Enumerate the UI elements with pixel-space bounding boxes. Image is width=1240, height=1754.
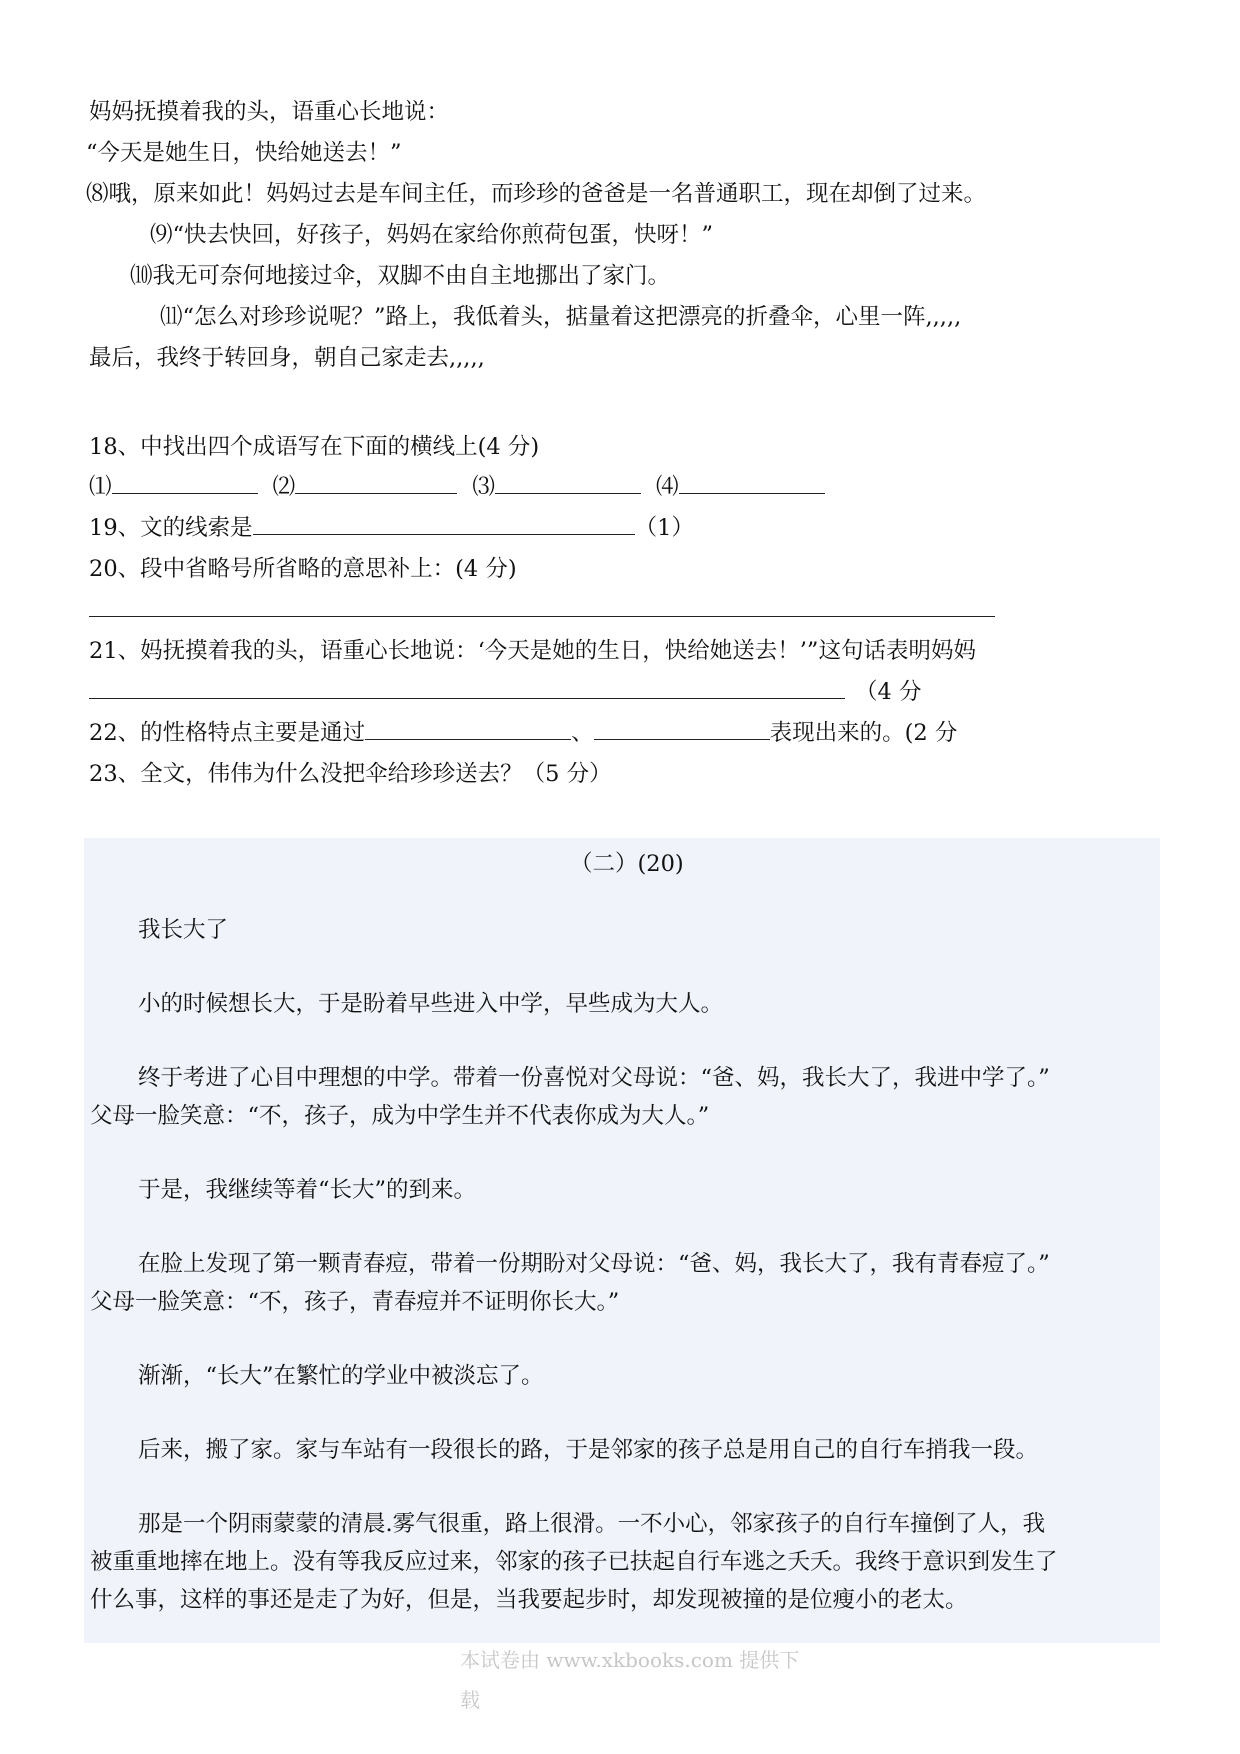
answer-blank-22a[interactable]: [365, 738, 571, 740]
answer-blank-3[interactable]: [495, 492, 641, 494]
question-22-suffix: 表现出来的。(2 分: [769, 720, 958, 746]
passage-paragraph: 终于考进了心目中理想的中学。带着一份喜悦对父母说：“爸、妈，我长大了，我进中学了。”: [138, 1065, 1050, 1091]
passage-paragraph: 于是，我继续等着“长大”的到来。: [138, 1177, 477, 1203]
question-20-answer-line: [89, 590, 995, 630]
story-paragraph-8: ⑻哦，原来如此！妈妈过去是车间主任，而珍珍的爸爸是一名普通职工，现在却倒了过来。: [86, 181, 987, 207]
blank-label-2: ⑵: [272, 474, 296, 500]
passage-paragraph-cont: 被重重地摔在地上。没有等我反应过来，邻家的孩子已扶起自行车逃之夭夭。我终于意识到发生了: [90, 1549, 1058, 1575]
question-19-text: 19、文的线索是: [89, 515, 253, 541]
story-last-line: 最后，我终于转回身，朝自己家走去,,,,,: [89, 345, 485, 371]
passage-paragraph: 后来，搬了家。家与车站有一段很长的路，于是邻家的孩子总是用自己的自行车捎我一段。: [138, 1437, 1039, 1463]
question-22-separator: 、: [571, 720, 594, 746]
question-22-text: 22、的性格特点主要是通过: [89, 720, 366, 746]
question-20: 20、段中省略号所省略的意思补上：(4 分): [89, 556, 517, 582]
question-19: [89, 508, 694, 548]
answer-blank-22b[interactable]: [594, 738, 770, 740]
passage-paragraph: 渐渐，“长大”在繁忙的学业中被淡忘了。: [138, 1363, 544, 1389]
question-22: [89, 713, 957, 753]
blank-label-4: ⑷: [656, 474, 679, 500]
story-paragraph-11: ⑾“怎么对珍珍说呢？”路上，我低着头，掂量着这把漂亮的折叠伞，心里一阵,,,,,: [160, 304, 962, 330]
question-18-blanks: [89, 467, 825, 507]
story-paragraph-10: ⑽我无可奈何地接过伞，双脚不由自主地挪出了家门。: [130, 263, 671, 289]
story-line-1: 妈妈抚摸着我的头，语重心长地说：: [89, 99, 450, 125]
passage-paragraph-cont: 父母一脸笑意：“不，孩子，成为中学生并不代表你成为大人。”: [90, 1103, 710, 1129]
answer-blank-2[interactable]: [295, 492, 457, 494]
answer-blank-4[interactable]: [679, 492, 825, 494]
question-18: 18、中找出四个成语写在下面的横线上(4 分): [89, 434, 540, 460]
passage-paragraph: 在脸上发现了第一颗青春痘，带着一份期盼对父母说：“爸、妈，我长大了，我有青春痘了。”: [138, 1251, 1050, 1277]
question-23: 23、全文，伟伟为什么没把伞给珍珍送去？（5 分）: [89, 761, 612, 787]
question-21-answer-line: [89, 672, 921, 712]
passage-title: 我长大了: [138, 917, 229, 943]
story-paragraph-9: ⑼“快去快回，好孩子，妈妈在家给你煎荷包蛋，快呀！”: [150, 222, 714, 248]
story-line-2: “今天是她生日，快给她送去！”: [86, 140, 402, 166]
passage-paragraph-cont: 父母一脸笑意：“不，孩子，青春痘并不证明你长大。”: [90, 1289, 620, 1315]
answer-blank-19[interactable]: [253, 533, 635, 535]
passage-paragraph: 那是一个阴雨蒙蒙的清晨.雾气很重，路上很滑。一不小心，邻家孩子的自行车撞倒了人，我: [138, 1511, 1046, 1537]
answer-blank-21[interactable]: [89, 697, 845, 699]
answer-blank-20[interactable]: [89, 615, 995, 617]
footer-watermark: 本试卷由 www.xkbooks.com 提供下载: [460, 1648, 800, 1712]
passage-heading: （二）(20): [570, 851, 684, 877]
reading-passage-2: [84, 838, 1160, 1643]
blank-label-1: ⑴: [89, 474, 112, 500]
question-21: 21、妈抚摸着我的头，语重心长地说：‘今天是她的生日，快给她送去！’”这句话表明妈妈: [89, 638, 976, 664]
passage-paragraph-cont: 什么事，这样的事还是走了为好，但是，当我要起步时，却发现被撞的是位瘦小的老太。: [90, 1587, 968, 1613]
question-19-score: （1）: [634, 515, 694, 541]
passage-paragraph: 小的时候想长大，于是盼着早些进入中学，早些成为大人。: [138, 991, 724, 1017]
question-21-score: （4 分: [855, 679, 922, 705]
blank-label-3: ⑶: [472, 474, 495, 500]
answer-blank-1[interactable]: [112, 492, 258, 494]
